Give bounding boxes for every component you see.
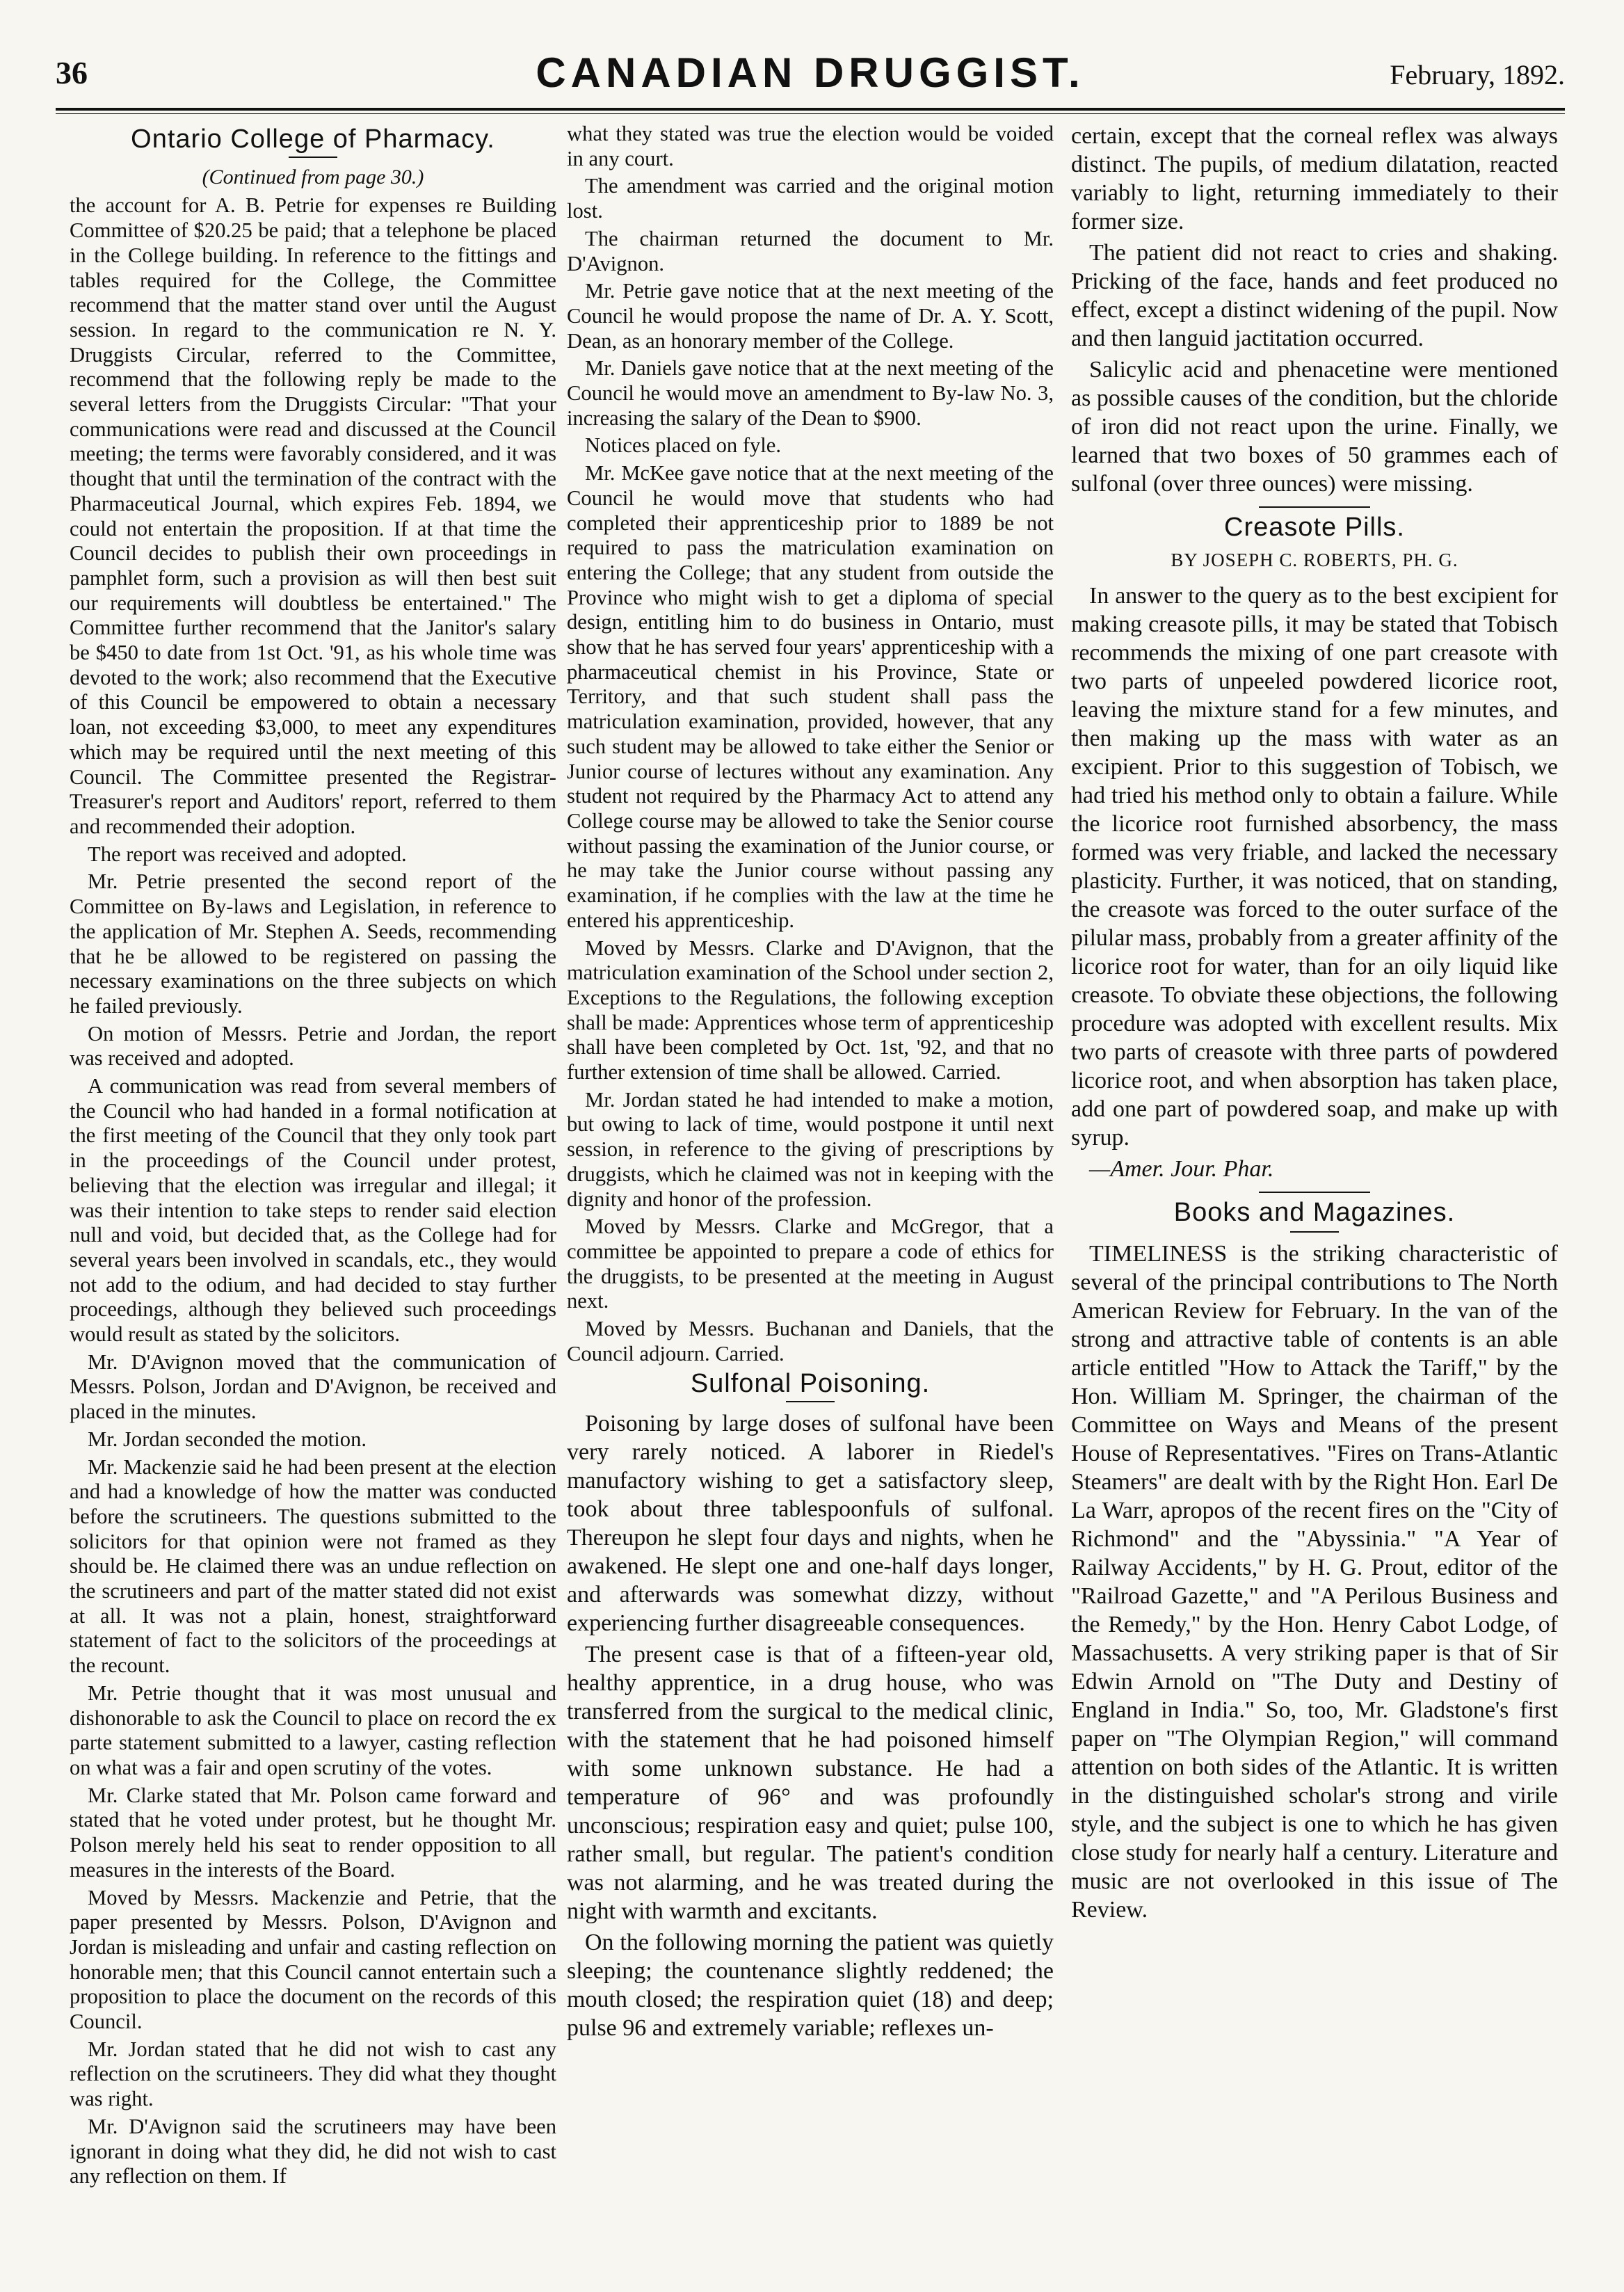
source-citation: —Amer. Jour. Phar. — [1089, 1156, 1274, 1182]
paragraph: Moved by Messrs. Clarke and McGregor, that a committee be appointed to prepare a code of ethics for the druggists, to be presented at the meeting in August next. — [567, 1215, 1054, 1313]
paragraph: Mr. Petrie thought that it was most unusual and dishonorable to ask the Council to place on record the ex parte statement submitted to a lawyer, casting reflection on what was a fair and open scrutiny of the votes. — [70, 1681, 556, 1779]
paragraph: Mr. Petrie gave notice that at the next meeting of the Council he would propose the name of Dr. A. Y. Scott, Dean, as an honorary member of the College. — [567, 279, 1054, 353]
paragraph: Mr. Clarke stated that Mr. Polson came forward and stated that he voted under protest, but he thought Mr. Polson merely held his seat to render opposition to all measures in the interests of the Board. — [70, 1783, 556, 1882]
article-title-ontario-college: Ontario College of Pharmacy. — [131, 125, 495, 154]
column-1 — [70, 122, 556, 2192]
paragraph: Moved by Messrs. Clarke and D'Avignon, that the matriculation examination of the School under section 2, Exceptions to the Regulations, the following exception shall be made: Apprentices whose term of apprenticeship shall have been completed by Oct. 1st, '92, and that no further extension of time shall be allowed. Carried. — [567, 936, 1054, 1084]
title-rule — [786, 1401, 835, 1402]
paragraph: Mr. Jordan seconded the motion. — [88, 1427, 367, 1451]
article-title-books: Books and Magazines. — [1173, 1198, 1456, 1227]
header-rule — [56, 108, 1565, 111]
paragraph: certain, except that the corneal reflex was always distinct. The pupils, of medium dilatation, reacted variably to light, returning immediately to their former size. — [1071, 123, 1558, 234]
column-2 — [567, 122, 1054, 2045]
header-rule-thin — [56, 113, 1565, 114]
paragraph: Mr. Mackenzie said he had been present at the election and had a knowledge of how the matter was conducted before the scrutineers. The questions submitted to the solicitors for that opinion were not framed as they should be. He claimed there was an undue reflection on the scrutineers and part of the matter stated did not exist at all. It was not a plain, honest, straightforward statement of fact to the solicitors of the proceedings at the recount. — [70, 1454, 556, 1678]
paragraph: The report was received and adopted. — [88, 842, 407, 866]
paragraph: The patient did not react to cries and shaking. Pricking of the face, hands and feet produced no effect, except a distinct widening of the pupil. Now and then languid jactitation occurred. — [1071, 240, 1558, 351]
paragraph: what they stated was true the election would be voided in any court. — [567, 122, 1054, 170]
paragraph: Salicylic acid and phenacetine were mentioned as possible causes of the condition, but the chloride of iron did not react upon the urine. Finally, we learned that two boxes of 50 grammes each of sulfonal (over three ounces) were missing. — [1071, 357, 1558, 497]
paragraph: In answer to the query as to the best excipient for making creasote pills, it may be stated that Tobisch recommends the mixing of one part creasote with two parts of unpeeled powdered licorice root, leaving the mixture stand for a few minutes, and then making up the mass with water as an excipient. Prior to this suggestion of Tobisch, we had tried his method only to obtain a failure. While the licorice root furnished absorbency, the mass formed was very friable, and lacked the necessary plasticity. Further, it was noticed, that on standing, the creasote was forced to the outer surface of the pilular mass, probably from a greater affinity of the licorice root for water, than for an oily liquid like creasote. To obviate these objections, the following procedure was adopted with excellent results. Mix two parts of creasote with three parts of powdered licorice root, and when absorption has taken place, add one part of powdered soap, and make up with syrup. — [1071, 583, 1558, 1151]
paragraph: A communication was read from several members of the Council who had handed in a formal notification at the first meeting of the Council that they only took part in the proceedings of the Council under protest, believing that the election was irregular and illegal; it was their intention to take steps to render said election null and void, but decided that, as the College had for several years been involved in scandals, etc., they would not add to the odium, and had decided to stay further proceedings, although they believed such proceedings would result as stated by the solicitors. — [70, 1074, 556, 1347]
page-number: 36 — [56, 55, 88, 90]
issue-date: February, 1892. — [1390, 59, 1565, 90]
paragraph: the account for A. B. Petrie for expenses re Building Committee of $20.25 be paid; that a telephone be placed in the College building. In reference to the fittings and tables required for the College, the Committee recommend that the matter stand over until the August session. In regard to the communication re N. Y. Druggists Circular, referred to the Committee, recommend that the following reply be made to the several letters from the Druggists Circular: "That your communications were read and discussed at the Council meeting; the terms were favorably considered, and it was thought that until the termination of the contract with the Pharmaceutical Journal, which expires Feb. 1894, we could not entertain the proposition. If at that time the Council decides to publish their own proceedings in pamphlet form, such a provision as will then best suit our requirements will doubtless be entertained." The Committee further recommend that the Janitor's salary be $450 to date from 1st Oct. '91, as his whole time was devoted to the work; also recommend that the Executive of this Council be empowered to obtain a necessary loan, not exceeding $3,000, to meet any expenditures which may be required until the next meeting of this Council. The Committee presented the Registrar-Treasurer's report and Auditors' report, referred to them and recommended their adoption. — [70, 193, 556, 838]
paragraph: Mr. Daniels gave notice that at the next meeting of the Council he would move an amendment to By-law No. 3, increasing the salary of the Dean to $900. — [567, 356, 1054, 430]
paragraph: The amendment was carried and the original motion lost. — [567, 174, 1054, 223]
article-title-creasote: Creasote Pills. — [1224, 513, 1405, 542]
paragraph: The chairman returned the document to Mr. D'Avignon. — [567, 226, 1054, 275]
article-title-sulfonal: Sulfonal Poisoning. — [690, 1369, 931, 1399]
paragraph: TIMELINESS is the striking characteristic of several of the principal contributions to The North American Review for February. In the van of the strong and attractive table of contents is an able article entitled "How to Attack the Tariff," by the Hon. William M. Springer, the chairman of the Committee on Ways and Means of the present House of Representatives. "Fires on Trans-Atlantic Steamers" are dealt with by the Right Hon. Earl De La Warr, apropos of the recent fires on the "City of Richmond" and the "Abyssinia." "A Year of Railway Accidents," by H. G. Prout, editor of the "Railroad Gazette," and "A Perilous Business and the Remedy," by the Hon. Henry Cabot Lodge, of Massachusetts. A very striking paper is that of Sir Edwin Arnold on "The Duty and Destiny of England in India." So, too, Mr. Gladstone's first paper on "The Olympian Region," will command attention on both sides of the Atlantic. It is written in the distinguished scholar's strong and virile style, and the subject is one to which he has given close study for nearly half a century. Literature and music are not overlooked in this issue of The Review. — [1071, 1241, 1558, 1923]
continued-note: (Continued from page 30.) — [202, 165, 424, 189]
paragraph: Mr. D'Avignon said the scrutineers may have been ignorant in doing what they did, he did not wish to cast any reflection on them. If — [70, 2114, 556, 2188]
paragraph: Mr. McKee gave notice that at the next meeting of the Council he would move that students who had completed their apprenticeship prior to 1889 be not required to pass the matriculation examination on entering the College; that any student from outside the Province who might wish to get a diploma of special design, entitling him to do business in Ontario, must show that he has served four years' apprenticeship with a pharmaceutical chemist in his Province, State or Territory, and that such student shall pass the matriculation examination, provided, however, that any such student may be allowed to take either the Senior or Junior course of lectures without any examination. Any student not required by the Pharmacy Act to attend any College course may be allowed to take the Senior course without passing the examination of the Junior course, or he may take the Junior course without passing any examination, if he complies with the law at the time he entered his apprenticeship. — [567, 461, 1054, 932]
paragraph: The present case is that of a fifteen-year old, healthy apprentice, in a drug house, who was transferred from the surgical to the medical clinic, with the statement that he had poisoned himself with some unknown substance. He had a temperature of 96° and was profoundly unconscious; respiration easy and quiet; pulse 100, rather small, but regular. The patient's condition was not alarming, and he was treated during the night with warmth and excitants. — [567, 1642, 1054, 1925]
paragraph: Poisoning by large doses of sulfonal have been very rarely noticed. A laborer in Riedel's manufactory wishing to get a satisfactory sleep, took about three tablespoonfuls of sulfonal. Thereupon he slept four days and nights, when he awakened. He slept one and one-half days longer, and afterwards was somewhat dizzy, without experiencing further disagreeable consequences. — [567, 1411, 1054, 1637]
paragraph: Mr. Jordan stated he had intended to make a motion, but owing to lack of time, would postpone it until next session, in reference to the giving of prescriptions by druggists, which he claimed was not in keeping with the dignity and honor of the profession. — [567, 1087, 1054, 1211]
paragraph: Moved by Messrs. Buchanan and Daniels, that the Council adjourn. Carried. — [567, 1317, 1054, 1365]
section-separator — [1259, 506, 1370, 508]
paragraph: Mr. D'Avignon moved that the communication of Messrs. Polson, Jordan and D'Avignon, be received and placed in the minutes. — [70, 1349, 556, 1424]
page-header — [56, 49, 1565, 111]
title-rule — [289, 157, 337, 158]
column-3 — [1071, 122, 1558, 1927]
sulfonal-body — [567, 1409, 1054, 2042]
masthead: CANADIAN DRUGGIST. — [536, 49, 1085, 96]
section-separator — [1259, 1192, 1370, 1193]
byline: BY JOSEPH C. ROBERTS, PH. G. — [1171, 550, 1458, 570]
paragraph: On motion of Messrs. Petrie and Jordan, the report was received and adopted. — [70, 1021, 556, 1071]
paragraph: On the following morning the patient was quietly sleeping; the countenance slightly reddened; the mouth closed; the respiration quiet (18) and deep; pulse 96 and extremely variable; reflexes un- — [567, 1930, 1054, 2042]
paragraph: Notices placed on fyle. — [585, 433, 782, 458]
paragraph: Mr. Petrie presented the second report of the Committee on By-laws and Legislation, in reference to the application of Mr. Stephen A. Seeds, recommending that he be allowed to be registered on passing the necessary examinations on the three subjects on which he failed previously. — [70, 869, 556, 1018]
title-rule — [1290, 1231, 1339, 1233]
paragraph: Moved by Messrs. Mackenzie and Petrie, that the paper presented by Messrs. Polson, D'Avignon and Jordan is misleading and unfair and casting reflection on honorable men; that this Council cannot entertain such a proposition to place the document on the records of this Council. — [70, 1885, 556, 2034]
paragraph: Mr. Jordan stated that he did not wish to cast any reflection on the scrutineers. They did what they thought was right. — [70, 2037, 556, 2111]
